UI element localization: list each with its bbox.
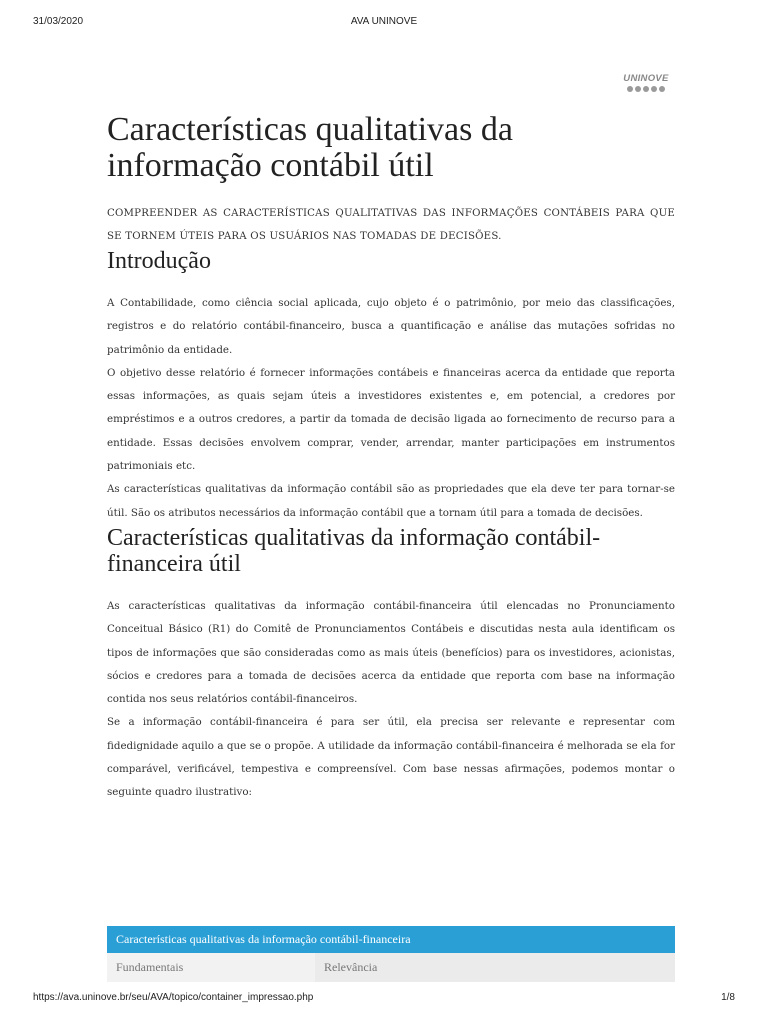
paragraph: O objetivo desse relatório é fornecer informações contábeis e financeiras acerca da entidade que reporta essas informações, as quais sejam úteis a investidores existentes e, em potencial, a credores por empréstimos e a outros credores, a partir da tomada de decisão ligada ao fornecimento de recurso para a entidade. Essas decisões envolvem comprar, vender, arrendar, manter participações em instrumentos patrimoniais etc. xyxy=(107,366,675,473)
paragraph: A Contabilidade, como ciência social aplicada, cujo objeto é o patrimônio, por meio das classificações, registros e do relatório contábil-financeiro, busca a quantificação e análise das mutações sofridas no patrimônio da entidade. xyxy=(107,297,675,356)
table-header: Características qualitativas da informação contábil-financeira xyxy=(107,926,675,953)
table-cell-relevancia: Relevância xyxy=(315,953,675,982)
table-cell-fundamentais: Fundamentais xyxy=(116,960,184,974)
document-content xyxy=(107,112,675,805)
qualitative-characteristics-table xyxy=(107,926,675,982)
print-date: 31/03/2020 xyxy=(33,16,84,27)
table-row xyxy=(107,953,675,982)
paragraph: As características qualitativas da informação contábil-financeira útil elencadas no Pronunciamento Conceitual Básico (R1) do Comitê de Pronunciamentos Contábeis e discutidas nesta aula identificam os tipos de informações que são consideradas como as mais úteis (benefícios) para os investidores, acionistas, sócios e credores para a tomada de decisões acerca da entidade que reporta com base na informação contida nos seus relatórios contábil-financeiros. xyxy=(107,599,675,706)
section-heading-introducao: Introdução xyxy=(107,248,211,274)
uninove-logo xyxy=(617,73,675,92)
print-url[interactable]: https://ava.uninove.br/seu/AVA/topico/container_impressao.php xyxy=(33,992,314,1003)
section-body-caracteristicas xyxy=(107,595,675,805)
print-footer xyxy=(0,992,768,1008)
print-title: AVA UNINOVE xyxy=(350,16,418,27)
logo-text: UNINOVE xyxy=(623,73,669,84)
page-title: Características qualitativas da informação contábil útil xyxy=(107,111,513,184)
section-body-introducao xyxy=(107,292,675,525)
page-subtitle: COMPREENDER AS CARACTERÍSTICAS QUALITATIVAS DAS INFORMAÇÕES CONTÁBEIS PARA QUE SE TORNEM ÚTEIS PARA OS USUÁRIOS NAS TOMADAS DE DECISÕES. xyxy=(107,208,675,242)
paragraph: Se a informação contábil-financeira é para ser útil, ela precisa ser relevante e representar com fidedignidade aquilo a que se o propõe. A utilidade da informação contábil-financeira é melhorada se ela for comparável, verificável, tempestiva e compreensível. Com base nessas afirmações, podemos montar o seguinte quadro ilustrativo: xyxy=(107,716,675,799)
logo-dots xyxy=(617,86,675,92)
print-header xyxy=(0,16,768,32)
paragraph: As características qualitativas da informação contábil são as propriedades que ela deve ter para tornar-se útil. São os atributos necessários da informação contábil que a tornam útil para a tomada de decisões. xyxy=(107,483,675,519)
section-heading-caracteristicas: Características qualitativas da informação contábil-financeira útil xyxy=(107,524,601,577)
page-number: 1/8 xyxy=(721,992,735,1003)
